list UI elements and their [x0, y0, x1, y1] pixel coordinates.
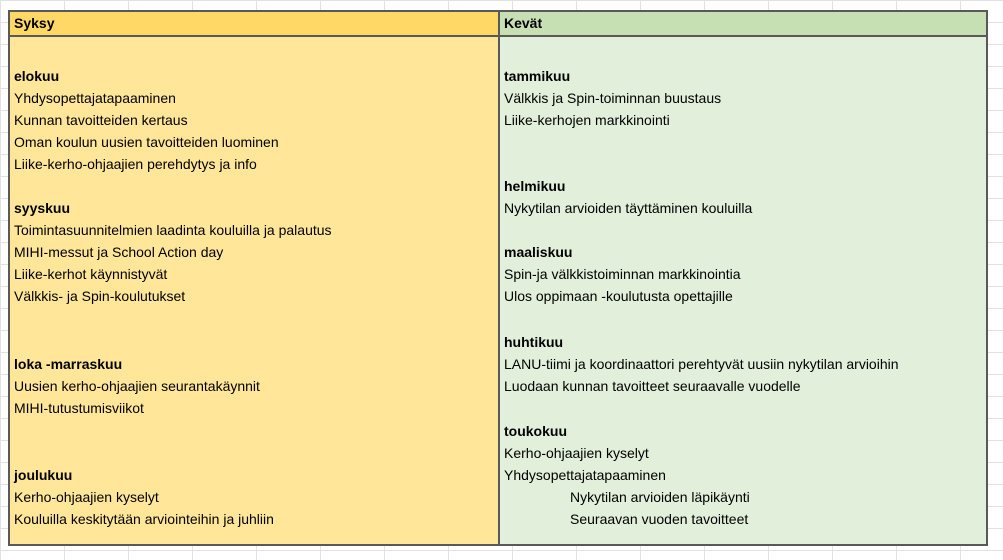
- list-sub-item: Seuraavan vuoden tavoitteet: [570, 511, 749, 527]
- list-item: Kouluilla keskitytään arviointeihin ja juhliin: [14, 511, 274, 527]
- list-item: LANU-tiimi ja koordinaattori perehtyvät uusiin nykytilan arvioihin: [504, 356, 899, 372]
- spring-column[interactable]: [500, 37, 986, 544]
- list-item: Kerho-ohjaajien kyselyt: [504, 445, 649, 461]
- list-item: Liike-kerhojen markkinointi: [504, 112, 670, 128]
- list-item: MIHI-messut ja School Action day: [14, 244, 224, 260]
- list-item: Spin-ja välkkistoiminnan markkinointia: [504, 266, 741, 282]
- spring-header[interactable]: Kevät: [500, 12, 986, 35]
- list-item: Oman koulun uusien tavoitteiden luominen: [14, 134, 279, 150]
- list-item: Yhdysopettajatapaaminen: [504, 467, 666, 483]
- list-item: Ulos oppimaan -koulutusta opettajille: [504, 288, 733, 304]
- list-item: Kerho-ohjaajien kyselyt: [14, 489, 159, 505]
- table-header-row: [10, 12, 986, 37]
- list-item: Toimintasuunnitelmien laadinta kouluilla ja palautus: [14, 222, 332, 238]
- month-heading-huhtikuu: huhtikuu: [504, 334, 564, 350]
- table-body-row: [10, 37, 986, 544]
- list-item: Nykytilan arvioiden täyttäminen kouluilla: [504, 200, 753, 216]
- month-heading-syyskuu: syyskuu: [14, 200, 71, 216]
- month-heading-loka-marraskuu: loka -marraskuu: [14, 356, 123, 372]
- month-heading-elokuu: elokuu: [14, 68, 60, 84]
- list-item: Välkkis ja Spin-toiminnan buustaus: [504, 90, 722, 106]
- schedule-table: [8, 10, 988, 546]
- list-item: Luodaan kunnan tavoitteet seuraavalle vuodelle: [504, 378, 801, 394]
- month-heading-maaliskuu: maaliskuu: [504, 244, 573, 260]
- list-item: Välkkis- ja Spin-koulutukset: [14, 288, 186, 304]
- month-heading-toukokuu: toukokuu: [504, 423, 567, 439]
- list-item: Yhdysopettajatapaaminen: [14, 90, 176, 106]
- list-item: MIHI-tutustumisviikot: [14, 400, 144, 416]
- list-item: Uusien kerho-ohjaajien seurantakäynnit: [14, 378, 260, 394]
- list-item: Kunnan tavoitteiden kertaus: [14, 112, 188, 128]
- list-sub-item: Nykytilan arvioiden läpikäynti: [570, 489, 750, 505]
- list-item: Liike-kerho-ohjaajien perehdytys ja info: [14, 156, 257, 172]
- month-heading-tammikuu: tammikuu: [504, 68, 571, 84]
- month-heading-helmikuu: helmikuu: [504, 178, 566, 194]
- month-heading-joulukuu: joulukuu: [14, 467, 73, 483]
- autumn-header[interactable]: Syksy: [10, 12, 500, 35]
- list-item: Liike-kerhot käynnistyvät: [14, 266, 168, 282]
- autumn-column[interactable]: [10, 37, 500, 544]
